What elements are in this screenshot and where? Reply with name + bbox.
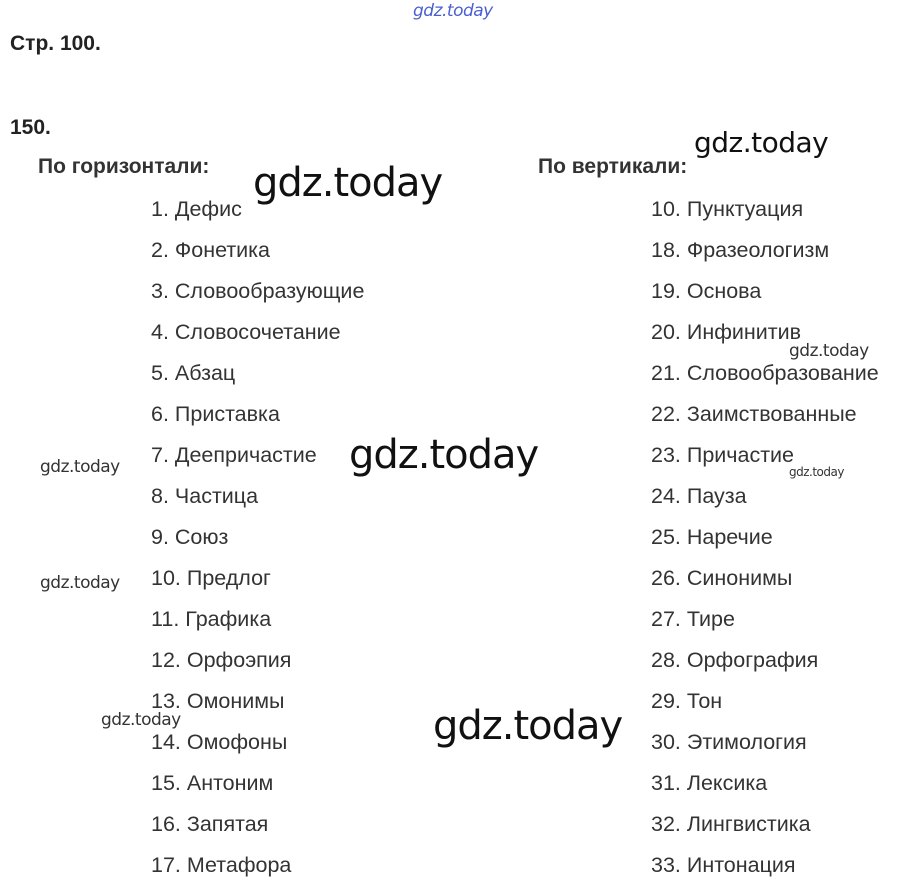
watermark: gdz.today: [253, 160, 443, 206]
horizontal-answer: 9. Союз: [151, 525, 229, 549]
horizontal-answer: 14. Омофоны: [151, 730, 288, 754]
horizontal-answer: 11. Графика: [151, 607, 272, 631]
horizontal-answer: 7. Деепричастие: [151, 443, 317, 467]
watermark: gdz.today: [433, 703, 623, 749]
vertical-answer: 19. Основа: [651, 279, 762, 303]
vertical-answer: 33. Интонация: [651, 853, 796, 877]
vertical-answers-list: [651, 193, 879, 890]
horizontal-answer: 4. Словосочетание: [151, 320, 341, 344]
vertical-answer: 22. Заимствованные: [651, 402, 857, 426]
horizontal-answer: 6. Приставка: [151, 402, 280, 426]
horizontal-heading: По горизонтали:: [38, 155, 210, 178]
task-number: 150.: [10, 116, 51, 139]
watermark: gdz.today: [349, 432, 539, 478]
watermark: gdz.today: [40, 457, 120, 477]
horizontal-answer: 12. Орфоэпия: [151, 648, 292, 672]
vertical-answer: 20. Инфинитив: [651, 320, 802, 344]
horizontal-answer: 3. Словообразующие: [151, 279, 365, 303]
vertical-answer: 10. Пунктуация: [651, 197, 804, 221]
horizontal-answer: 17. Метафора: [151, 853, 292, 877]
vertical-answer: 18. Фразеологизм: [651, 238, 830, 262]
vertical-answer: 26. Синонимы: [651, 566, 793, 590]
vertical-answer: 30. Этимология: [651, 730, 807, 754]
page-reference: Стр. 100.: [10, 32, 101, 55]
vertical-answer: 28. Орфография: [651, 648, 819, 672]
vertical-answer: 31. Лексика: [651, 771, 768, 795]
vertical-heading: По вертикали:: [538, 155, 688, 178]
vertical-answer: 32. Лингвистика: [651, 812, 811, 836]
vertical-answer: 24. Пауза: [651, 484, 747, 508]
vertical-answer: 21. Словообразование: [651, 361, 879, 385]
watermark-top: gdz.today: [413, 1, 493, 21]
horizontal-answer: 5. Абзац: [151, 361, 236, 385]
watermark: gdz.today: [101, 710, 181, 730]
horizontal-answer: 15. Антоним: [151, 771, 274, 795]
horizontal-answer: 8. Частица: [151, 484, 259, 508]
watermark: gdz.today: [789, 341, 869, 361]
horizontal-answer: 1. Дефис: [151, 197, 242, 221]
horizontal-answer: 16. Запятая: [151, 812, 269, 836]
vertical-answer: 27. Тире: [651, 607, 735, 631]
vertical-answer: 29. Тон: [651, 689, 723, 713]
watermark: gdz.today: [694, 126, 829, 159]
vertical-answer: 25. Наречие: [651, 525, 773, 549]
watermark: gdz.today: [40, 573, 120, 593]
horizontal-answer: 2. Фонетика: [151, 238, 271, 262]
watermark: gdz.today: [789, 465, 844, 479]
vertical-answer: 23. Причастие: [651, 443, 795, 467]
horizontal-answer: 13. Омонимы: [151, 689, 285, 713]
horizontal-answer: 10. Предлог: [151, 566, 271, 590]
horizontal-answers-list: [151, 193, 364, 890]
